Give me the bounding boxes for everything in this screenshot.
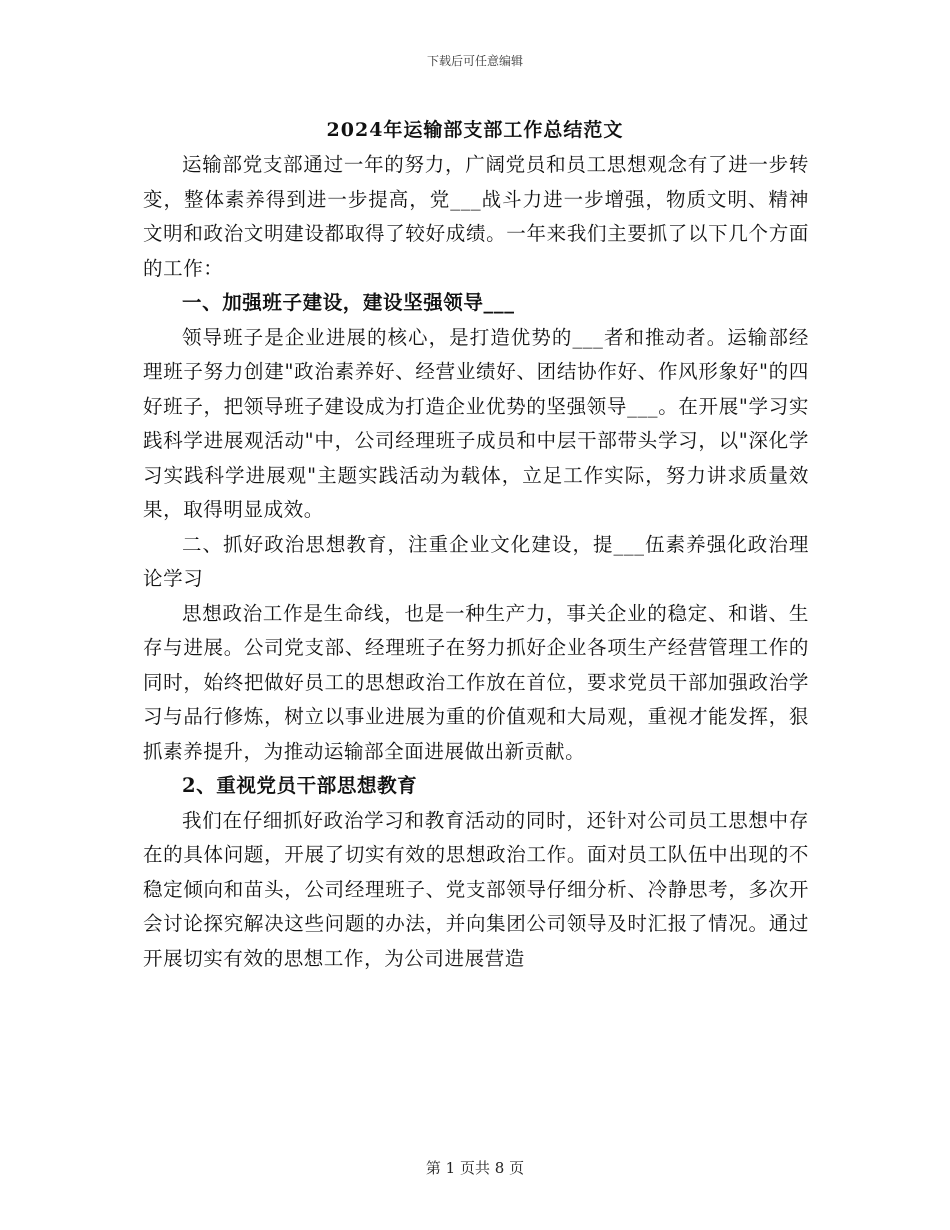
paragraph-political-work: 思想政治工作是生命线，也是一种生产力，事关企业的稳定、和谐、生存与进展。公司党支部、经理班子在努力抓好企业各项生产经营管理工作的同时，始终把做好员工的思想政治工作放在首位，要求党员干部加强政治学习与品行修炼，树立以事业进展为重的价值观和大局观，重视才能发挥，狠抓素养提升，为推动运输部全面进展做出新贡献。 [143,601,809,763]
paragraph-education: 我们在仔细抓好政治学习和教育活动的同时，还针对公司员工思想中存在的具体问题，开展了切实有效的思想政治工作。面对员工队伍中出现的不稳定倾向和苗头，公司经理班子、党支部领导仔细分析、冷静思考，多次开会讨论探究解决这些问题的办法，并向集团公司领导及时汇报了情况。通过开展切实有效的思想工作，为公司进展营造 [143,808,809,970]
page-header-note: 下载后可任意编辑 [426,54,523,68]
paragraph-leadership: 领导班子是企业进展的核心，是打造优势的___者和推动者。运输部经理班子努力创建"政治素养好、经营业绩好、团结协作好、作风形象好"的四好班子，把领导班子建设成为打造企业优势的坚强领导___。在开展"学习实践科学进展观活动"中，公司经理班子成员和中层干部带头学习，以"深化学习实践科学进展观"主题实践活动为载体，立足工作实际，努力讲求质量效果，取得明显成效。 [143,325,809,521]
document-title: 2024年运输部支部工作总结范文 [326,119,624,141]
page-number: 第 1 页共 8 页 [425,1159,525,1177]
document-body [143,148,809,976]
section-heading-2: 二、抓好政治思想教育，注重企业文化建设，提___伍素养强化政治理论学习 [143,532,809,590]
subsection-heading-2: 2、重视党员干部思想教育 [182,774,418,797]
section-heading-1: 一、加强班子建设，建设坚强领导___ [182,291,515,314]
paragraph-intro: 运输部党支部通过一年的努力，广阔党员和员工思想观念有了进一步转变，整体素养得到进一步提高，党___战斗力进一步增强，物质文明、精神文明和政治文明建设都取得了较好成绩。一年来我们主要抓了以下几个方面的工作： [143,153,809,280]
